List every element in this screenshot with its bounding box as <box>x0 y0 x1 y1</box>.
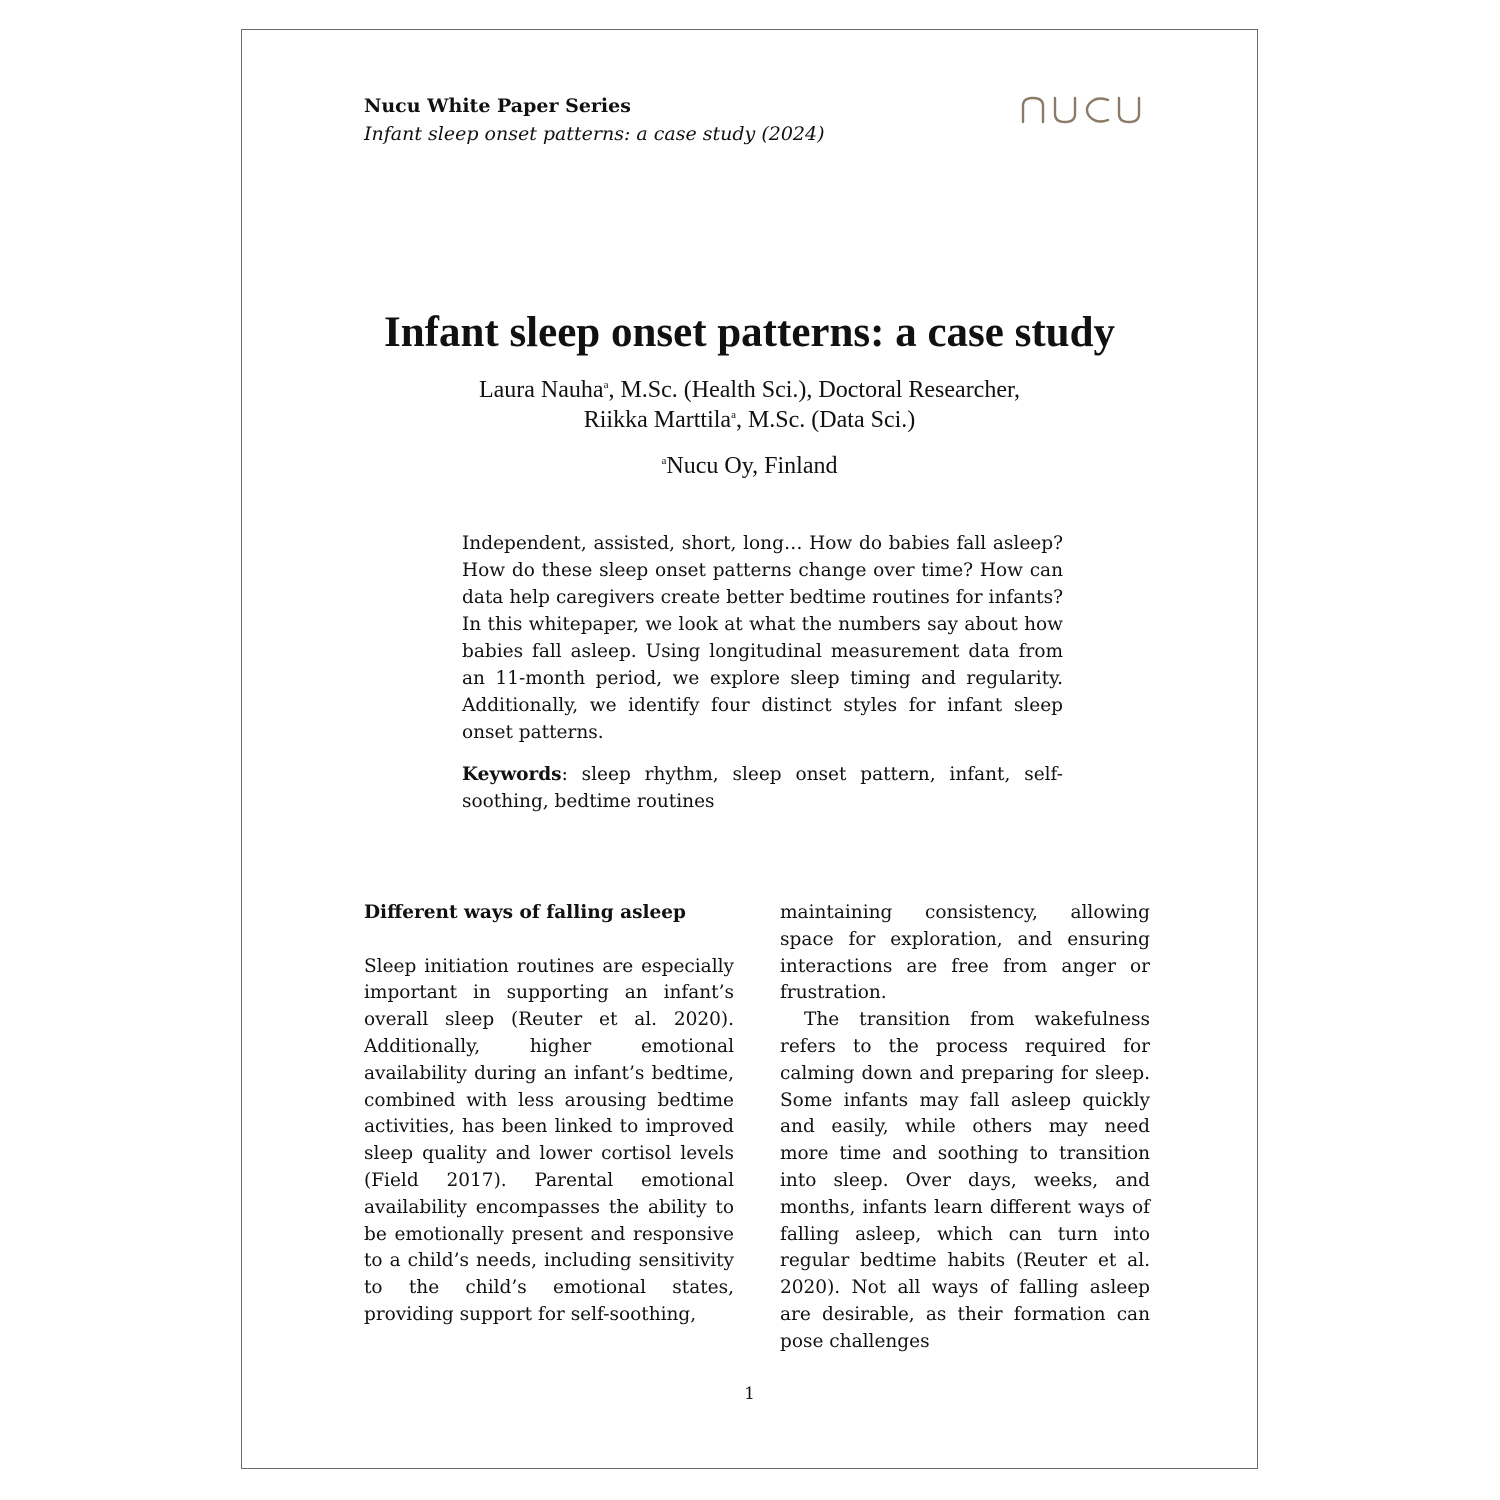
series-title: Nucu White Paper Series <box>364 95 631 117</box>
section-heading: Different ways of falling asleep <box>364 902 686 923</box>
affiliation-marker: a <box>603 379 609 391</box>
author-name: Laura Nauha <box>478 377 604 403</box>
series-subtitle: Infant sleep onset patterns: a case study (2024) <box>364 123 825 145</box>
author-credentials: , M.Sc. (Health Sci.), Doctoral Researcher, <box>608 377 1021 403</box>
keywords-label: Keywords <box>462 764 562 785</box>
keywords <box>462 761 1063 815</box>
body-paragraph: The transition from wakefulness refers to the process required for calming down and preparing for sleep. Some infants may fall asleep quickly and easily, while others may need more time and soothing to transition into sleep. Over days, weeks, and months, infants learn different ways of falling asleep, which can turn into regular bedtime habits (Reuter et al. 2020). Not all ways of falling asleep are desirable, as their formation can pose challenges <box>780 1009 1150 1352</box>
author-line-1 <box>241 375 1258 405</box>
affiliation <box>241 451 1258 481</box>
affiliation-marker: a <box>731 409 736 421</box>
author-credentials: , M.Sc. (Data Sci.) <box>735 407 916 433</box>
right-column <box>780 900 1150 1356</box>
keywords-text: : sleep rhythm, sleep onset pattern, infant, self-soothing, bedtime routines <box>462 764 1063 812</box>
author-line-2 <box>241 405 1258 435</box>
author-name: Riikka Marttila <box>583 407 732 433</box>
running-header <box>364 92 825 148</box>
body-paragraph: Sleep initiation routines are especially important in supporting an infant’s overall sleep (Reuter et al. 2020). Additionally, higher emotional availability during an infant’s bedtime, combined with less arousing bedtime activities, has been linked to improved sleep quality and lower cortisol levels (Field 2017). Parental emotional availability encompasses the ability to be emotionally present and responsive to a child’s needs, including sensitivity to the child’s emotional states, providing support for self-soothing, <box>364 955 734 1325</box>
abstract: Independent, assisted, short, long… How do babies fall asleep? How do these sleep onset patterns change over time? How can data help caregivers create better bedtime routines for infants? In this whitepaper, we look at what the numbers say about how babies fall asleep. Using longitudinal measurement data from an 11-month period, we explore sleep timing and regularity. Additionally, we identify four distinct styles for infant sleep onset patterns. <box>462 533 1063 743</box>
paper-title: Infant sleep onset patterns: a case study <box>384 309 1115 356</box>
left-column <box>364 900 734 1329</box>
nucu-logo <box>1020 92 1144 126</box>
page-number: 1 <box>744 1384 755 1404</box>
affiliation-marker: a <box>661 455 667 467</box>
affiliation-text: Nucu Oy, Finland <box>666 453 838 479</box>
body-paragraph: maintaining consistency, allowing space for exploration, and ensuring interactions are free from anger or frustration. <box>780 902 1150 1004</box>
author-list <box>241 375 1258 435</box>
